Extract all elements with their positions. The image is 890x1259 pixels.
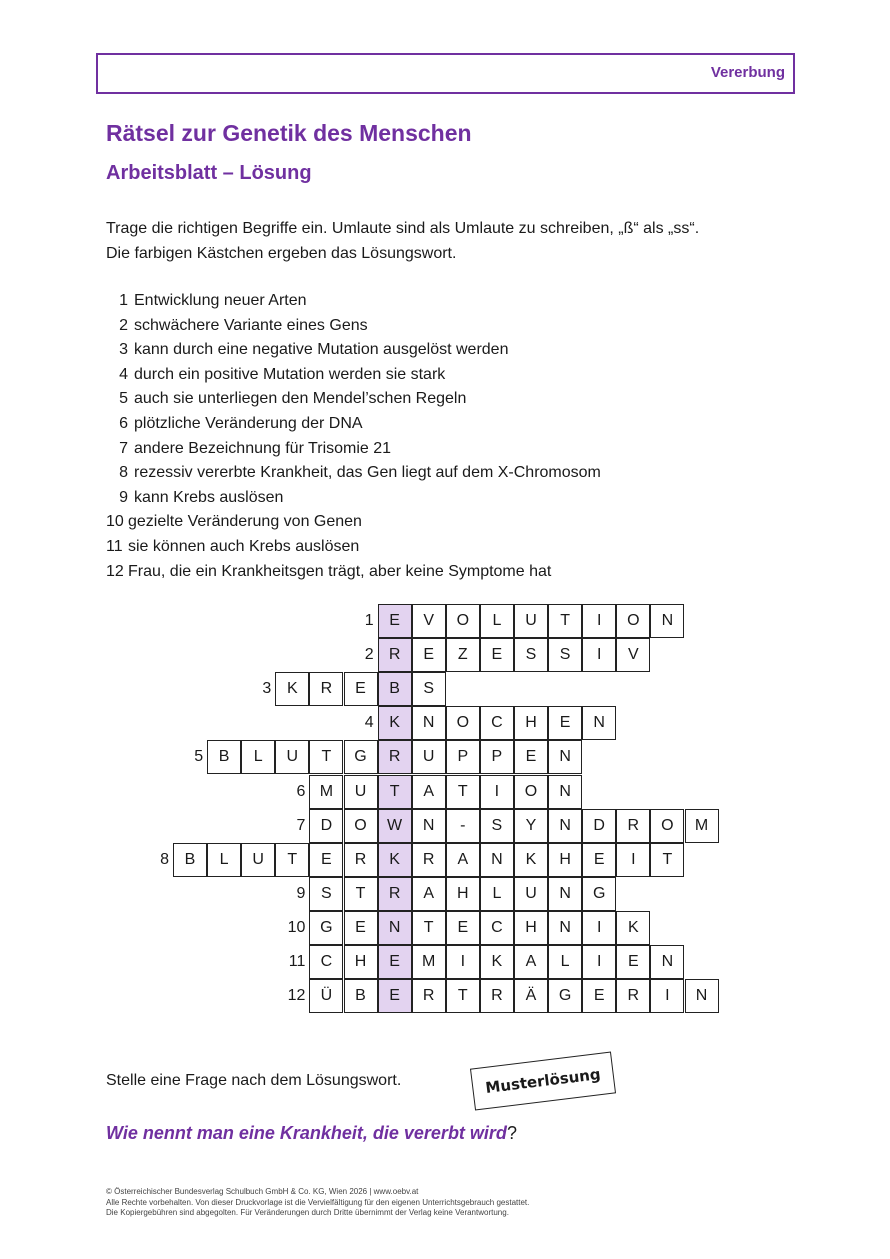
crossword-cell: E	[514, 740, 548, 774]
crossword-cell: C	[480, 911, 514, 945]
crossword-cell: I	[582, 638, 616, 672]
crossword-row-number: 10	[287, 918, 306, 936]
crossword-cell: E	[309, 843, 343, 877]
crossword-cell: Ä	[514, 979, 548, 1013]
crossword-row-number: 9	[296, 884, 306, 902]
answer-text: Wie nennt man eine Krankheit, die vererbt wird	[106, 1123, 507, 1143]
crossword-cell: N	[548, 911, 582, 945]
clue-number: 8	[119, 464, 128, 482]
crossword-solution-cell: W	[378, 809, 412, 843]
crossword-row-number: 12	[287, 987, 306, 1005]
crossword-cell: E	[344, 672, 378, 706]
crossword-cell: H	[514, 911, 548, 945]
crossword-cell: B	[344, 979, 378, 1013]
crossword-row-number: 6	[296, 782, 306, 800]
crossword-row-number: 8	[160, 850, 169, 868]
crossword-cell: T	[650, 843, 684, 877]
crossword-cell: T	[344, 877, 378, 911]
crossword-cell: H	[344, 945, 378, 979]
crossword-cell: L	[207, 843, 241, 877]
crossword-cell: U	[514, 604, 548, 638]
crossword-cell: K	[275, 672, 309, 706]
crossword-row-number: 1	[364, 612, 374, 629]
crossword-cell: U	[275, 740, 309, 774]
crossword-row-number: 4	[364, 714, 374, 732]
crossword-cell: D	[309, 809, 343, 843]
crossword-cell: I	[650, 979, 684, 1013]
footer-fees: Die Kopiergebühren sind abgegolten. Für Veränderungen durch Dritte übernimmt der Verlag keine Verantwortung.	[106, 1208, 509, 1217]
clue-number: 10	[106, 513, 124, 531]
crossword-row-number: 2	[364, 646, 374, 664]
clue-text: schwächere Variante eines Gens	[134, 316, 368, 334]
crossword-cell: T	[548, 604, 582, 638]
crossword-cell: E	[616, 945, 650, 979]
clue-text: auch sie unterliegen den Mendel’schen Regeln	[134, 390, 467, 408]
crossword-cell: I	[480, 775, 514, 809]
clue-text: gezielte Veränderung von Genen	[128, 513, 362, 531]
crossword-cell: Z	[446, 638, 480, 672]
clue-number: 6	[119, 414, 128, 432]
crossword-cell: D	[582, 809, 616, 843]
crossword-cell: S	[309, 877, 343, 911]
crossword-cell: V	[616, 638, 650, 672]
crossword-cell: N	[548, 809, 582, 843]
crossword-cell: G	[309, 911, 343, 945]
crossword-solution-cell: K	[378, 706, 412, 740]
crossword-cell: T	[309, 740, 343, 774]
crossword-cell: I	[582, 945, 616, 979]
crossword-cell: E	[344, 911, 378, 945]
clue-text: Frau, die ein Krankheitsgen trägt, aber keine Symptome hat	[128, 562, 552, 580]
crossword-cell: U	[514, 877, 548, 911]
crossword-cell: N	[685, 979, 719, 1013]
crossword-cell: I	[582, 911, 616, 945]
crossword-cell: C	[309, 945, 343, 979]
clue-text: Entwicklung neuer Arten	[134, 292, 307, 309]
crossword-solution-cell: E	[378, 979, 412, 1013]
crossword-cell: N	[412, 706, 446, 740]
crossword-cell: K	[514, 843, 548, 877]
crossword-solution-cell: R	[378, 638, 412, 672]
crossword-cell: S	[480, 809, 514, 843]
crossword-cell: E	[412, 638, 446, 672]
crossword-solution-cell: N	[378, 911, 412, 945]
crossword-cell: U	[241, 843, 275, 877]
crossword-row-number: 3	[262, 680, 272, 698]
crossword-cell: S	[412, 672, 446, 706]
crossword-cell: Y	[514, 809, 548, 843]
crossword-solution-cell: E	[378, 604, 412, 638]
crossword-cell: R	[412, 843, 446, 877]
crossword-row-number: 5	[194, 748, 204, 766]
crossword-cell: M	[309, 775, 343, 809]
instructions-line-2: Die farbigen Kästchen ergeben das Lösungswort.	[106, 245, 457, 262]
clue-text: kann Krebs auslösen	[134, 488, 284, 506]
answer-question	[106, 1123, 517, 1144]
crossword-cell: I	[582, 604, 616, 638]
crossword-cell: O	[446, 706, 480, 740]
clue-text: andere Bezeichnung für Trisomie 21	[134, 439, 392, 457]
crossword-cell: O	[446, 604, 480, 638]
crossword-cell: H	[446, 877, 480, 911]
crossword-cell: A	[412, 775, 446, 809]
crossword-cell: E	[548, 706, 582, 740]
clue-text: plötzliche Veränderung der DNA	[134, 414, 363, 432]
crossword-row-number: 7	[296, 816, 306, 834]
crossword-solution-cell: E	[378, 945, 412, 979]
crossword-cell: L	[241, 740, 275, 774]
clue-number: 5	[119, 390, 128, 408]
crossword-cell: L	[480, 604, 514, 638]
answer-question-mark: ?	[506, 1123, 517, 1143]
crossword-cell: M	[685, 809, 719, 843]
crossword-cell: P	[446, 740, 480, 774]
crossword-cell: C	[480, 706, 514, 740]
crossword-cell: N	[548, 740, 582, 774]
crossword-cell: R	[616, 979, 650, 1013]
crossword-cell: S	[514, 638, 548, 672]
crossword-solution-cell: T	[378, 775, 412, 809]
crossword-cell: G	[548, 979, 582, 1013]
crossword-cell: N	[412, 809, 446, 843]
crossword-cell: I	[446, 945, 480, 979]
crossword-cell: K	[616, 911, 650, 945]
crossword-cell: G	[582, 877, 616, 911]
crossword-cell: N	[480, 843, 514, 877]
crossword-cell: O	[514, 775, 548, 809]
clue-number: 4	[119, 365, 128, 383]
crossword-cell: H	[548, 843, 582, 877]
clue-number: 11	[106, 537, 123, 555]
crossword-cell: I	[616, 843, 650, 877]
question-prompt: Stelle eine Frage nach dem Lösungswort.	[106, 1072, 402, 1089]
clue-text: durch ein positive Mutation werden sie stark	[134, 365, 446, 383]
crossword-cell: S	[548, 638, 582, 672]
crossword-cell: N	[582, 706, 616, 740]
crossword-cell: U	[344, 775, 378, 809]
crossword-cell: -	[446, 809, 480, 843]
musterloesung-stamp: Musterlösung	[470, 1052, 616, 1111]
crossword-cell: B	[173, 843, 207, 877]
topic-label: Vererbung	[710, 64, 785, 81]
crossword-solution-cell: K	[378, 843, 412, 877]
crossword-solution-cell: R	[378, 877, 412, 911]
crossword-cell: V	[412, 604, 446, 638]
crossword-cell: L	[480, 877, 514, 911]
crossword-cell: R	[344, 843, 378, 877]
crossword-cell: K	[480, 945, 514, 979]
crossword-cell: O	[344, 809, 378, 843]
clue-number: 7	[119, 439, 128, 457]
crossword-cell: E	[582, 843, 616, 877]
crossword-cell: G	[344, 740, 378, 774]
crossword-cell: O	[616, 604, 650, 638]
footer	[106, 1187, 529, 1219]
crossword-solution-cell: R	[378, 740, 412, 774]
crossword-cell: R	[480, 979, 514, 1013]
footer-copyright: © Österreichischer Bundesverlag Schulbuch GmbH & Co. KG, Wien 2026 | www.oebv.at	[106, 1187, 419, 1196]
crossword-cell: R	[309, 672, 343, 706]
footer-rights: Alle Rechte vorbehalten. Von dieser Druckvorlage ist die Vervielfältigung für den eigenen Unterrichtsgebrauch gestattet.	[106, 1197, 530, 1207]
crossword-cell: E	[480, 638, 514, 672]
crossword-cell: N	[548, 775, 582, 809]
clue-text: rezessiv vererbte Krankheit, das Gen liegt auf dem X-Chromosom	[134, 464, 601, 482]
crossword-cell: Ü	[309, 979, 343, 1013]
crossword-cell: A	[446, 843, 480, 877]
crossword-row-number: 11	[288, 953, 306, 970]
crossword-cell: N	[650, 945, 684, 979]
clue-number: 1	[119, 292, 128, 309]
crossword-cell: N	[548, 877, 582, 911]
crossword-cell: O	[650, 809, 684, 843]
clue-number: 2	[119, 316, 128, 334]
crossword-cell: T	[446, 775, 480, 809]
crossword-cell: T	[275, 843, 309, 877]
clue-number: 12	[106, 562, 124, 580]
crossword-cell: M	[412, 945, 446, 979]
crossword-cell: E	[446, 911, 480, 945]
instructions-line-1: Trage die richtigen Begriffe ein. Umlaute sind als Umlaute zu schreiben, „ß“ als „ss“.	[106, 220, 700, 237]
crossword-cell: L	[548, 945, 582, 979]
crossword-cell: H	[514, 706, 548, 740]
crossword-cell: P	[480, 740, 514, 774]
crossword-cell: R	[412, 979, 446, 1013]
crossword-cell: E	[582, 979, 616, 1013]
crossword-cell: A	[412, 877, 446, 911]
crossword-cell: A	[514, 945, 548, 979]
clue-text: kann durch eine negative Mutation ausgelöst werden	[134, 341, 509, 359]
page-title: Rätsel zur Genetik des Menschen	[106, 120, 472, 146]
clue-text: sie können auch Krebs auslösen	[128, 537, 360, 555]
crossword-cell: N	[650, 604, 684, 638]
crossword-cell: B	[207, 740, 241, 774]
clue-number: 9	[119, 488, 128, 506]
crossword-cell: U	[412, 740, 446, 774]
page-subtitle: Arbeitsblatt – Lösung	[106, 162, 312, 184]
crossword-solution-cell: B	[378, 672, 412, 706]
clue-number: 3	[119, 341, 128, 359]
crossword-cell: T	[412, 911, 446, 945]
crossword-cell: R	[616, 809, 650, 843]
crossword-cell: T	[446, 979, 480, 1013]
